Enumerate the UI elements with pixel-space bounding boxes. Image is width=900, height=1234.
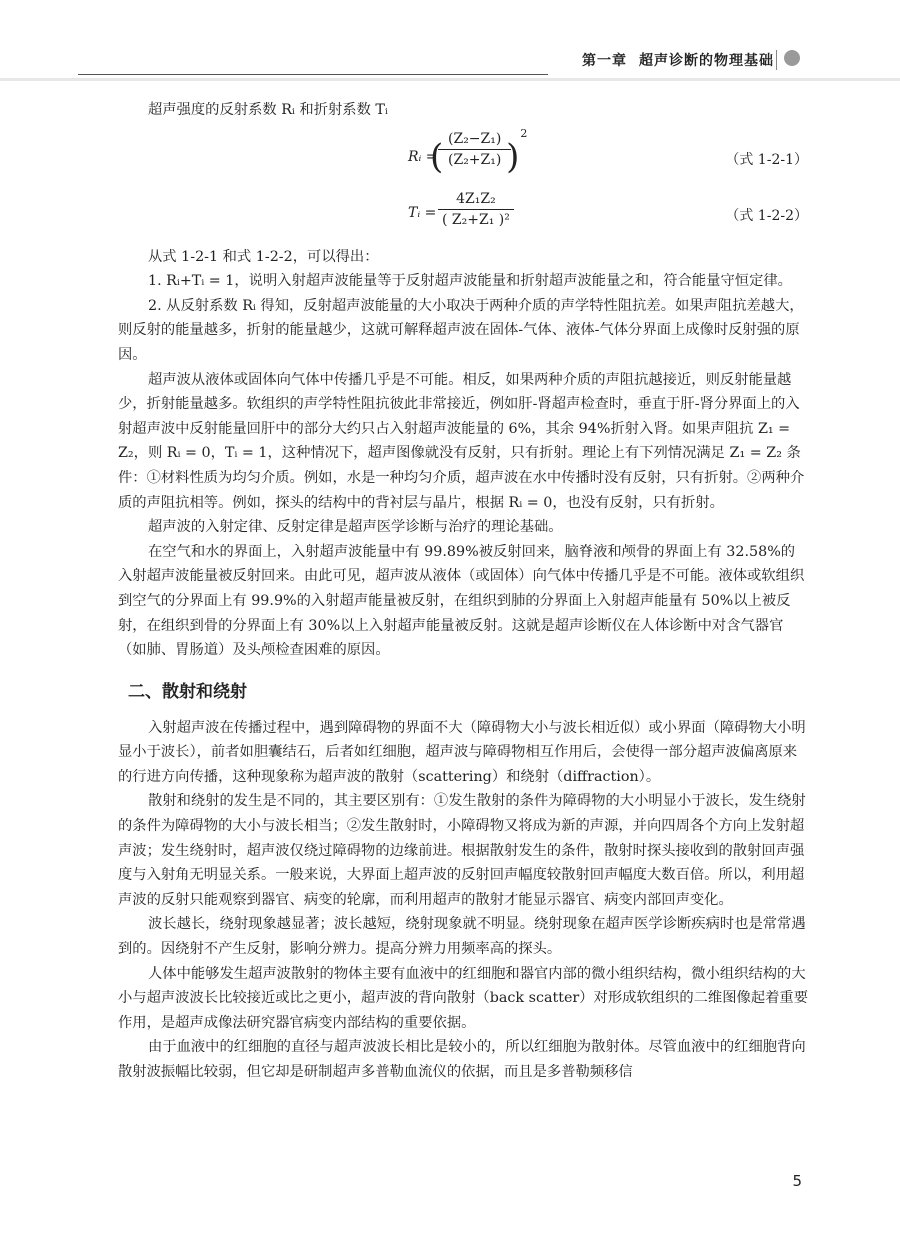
paragraph: 在空气和水的界面上，入射超声波能量中有 99.89%被反射回来，脑脊液和颅骨的界面上有 32.58%的入射超声波能量被反射回来。由此可见，超声波从液体（或固体）向气体中传播几乎是不可能。液体或软组织到空气的分界面上有 99.9%的入射超声能量被反射，在组织到肺的分界面上入射超声能量有 50%以上被反射，在组织到骨的分界面上有 30%以上入射超声能量被反射。这就是超声诊断仪在人体诊断中对含气器官（如肺、胃肠道）及头颅检查困难的原因。 (118, 543, 805, 659)
section-heading: 二、散射和绕射 (128, 681, 247, 702)
paragraph: 入射超声波在传播过程中，遇到障碍物的界面不大（障碍物大小与波长相近似）或小界面（障碍物大小明显小于波长），前者如胆囊结石，后者如红细胞，超声波与障碍物相互作用后，会使得一部分超声波偏离原来的行进方向传播，这种现象称为超声波的散射（scattering）和绕射（diffraction）。 (118, 719, 806, 785)
paragraph: 由于血液中的红细胞的直径与超声波波长相比是较小的，所以红细胞为散射体。尽管血液中的红细胞背向散射波振幅比较弱，但它却是研制超声多普勒血流仪的依据，而且是多普勒频移信 (118, 1039, 806, 1080)
formula-1-lhs: Rᵢ = (408, 148, 438, 165)
page-body (118, 98, 808, 1085)
chapter-label: 第一章 (582, 53, 627, 69)
formula-1-fraction: ( (Z₂−Z₁) (Z₂+Z₁) ) 2 (430, 126, 528, 177)
formula-2-fraction (438, 189, 514, 230)
formula-2-lhs: Tᵢ = (408, 204, 437, 221)
header-rule (78, 74, 548, 75)
header-title (582, 50, 786, 70)
paragraph: 从式 1-2-1 和式 1-2-2，可以得出： (148, 248, 379, 265)
intro-line: 超声强度的反射系数 Rᵢ 和折射系数 Tᵢ (148, 102, 388, 118)
formula-1 (118, 127, 808, 191)
chapter-title: 超声诊断的物理基础 (639, 53, 774, 69)
formula-2 (118, 191, 808, 245)
page-number: 5 (792, 1172, 802, 1190)
paragraph: 散射和绕射的发生是不同的，其主要区别有：①发生散射的条件为障碍物的大小明显小于波长，发生绕射的条件为障碍物的大小与波长相当；②发生散射时，小障碍物又将成为新的声源，并向四周各个方向上发射超声波；发生绕射时，超声波仅绕过障碍物的边缘前进。根据散射发生的条件，散射时探头接收到的散射回声强度与入射角无明显关系。一般来说，大界面上超声波的反射回声幅度较散射回声幅度大数百倍。所以，利用超声波的反射只能观察到器官、病变的轮廓，而利用超声的散射才能显示器官、病变内部回声变化。 (118, 793, 806, 908)
formula-1-exponent: 2 (520, 126, 528, 140)
paragraph: 超声波的入射定律、反射定律是超声医学诊断与治疗的理论基础。 (148, 519, 563, 536)
running-header (0, 44, 900, 78)
formula-2-tag: （式 1-2-2） (725, 207, 808, 224)
paragraph: 超声波从液体或固体向气体中传播几乎是不可能。相反，如果两种介质的声阻抗越接近，则反射能量越少，折射能量越多。软组织的声学特性阻抗彼此非常接近，例如肝-肾超声检查时，垂直于肝-肾分界面上的入射超声波中反射能量回肝中的部分大约只占入射超声波能量的 6%，其余 94%折射入肾。如果声阻抗 Z₁ = Z₂，则 Rᵢ = 0，Tᵢ = 1，这种情况下，超声图像就没有反射，只有折射。理论上有下列情况满足 Z₁ = Z₂ 条件：①材料性质为均匀介质。例如，水是一种均匀介质，超声波在水中传播时没有反射，只有折射。②两种介质的声阻抗相等。例如，探头的结构中的背衬层与晶片，根据 Rᵢ = 0，也没有反射，只有折射。 (118, 371, 805, 511)
header-bar (0, 78, 900, 81)
header-separator (776, 50, 777, 70)
formula-1-tag: （式 1-2-1） (725, 151, 808, 168)
paragraph: 人体中能够发生超声波散射的物体主要有血液中的红细胞和器官内部的微小组织结构，微小组织结构的大小与超声波波长比较接近或比之更小，超声波的背向散射（back scatter）对形成软组织的二维图像起着重要作用，是超声成像法研究器官病变内部结构的重要依据。 (118, 965, 809, 1031)
paragraph: 2. 从反射系数 Rᵢ 得知，反射超声波能量的大小取决于两种介质的声学特性阻抗差。如果声阻抗差越大，则反射的能量越多，折射的能量越少，这就可解释超声波在固体-气体、液体-气体分界面上成像时反射强的原因。 (118, 297, 804, 363)
paragraph: 波长越长，绕射现象越显著；波长越短，绕射现象就不明显。绕射现象在超声医学诊断疾病时也是常常遇到的。因绕射不产生反射，影响分辨力。提高分辨力用频率高的探头。 (118, 916, 806, 958)
formula-1-numerator: (Z₂−Z₁) (438, 129, 511, 150)
chapter-badge-icon (784, 50, 800, 66)
formula-1-denominator: (Z₂+Z₁) (448, 151, 502, 168)
formula-2-numerator: 4Z₁Z₂ (438, 189, 514, 210)
paragraph: 1. Rᵢ+Tᵢ = 1，说明入射超声波能量等于反射超声波能量和折射超声波能量之和，符合能量守恒定律。 (148, 273, 792, 290)
formula-2-denominator: ( Z₂+Z₁ )² (442, 211, 510, 228)
